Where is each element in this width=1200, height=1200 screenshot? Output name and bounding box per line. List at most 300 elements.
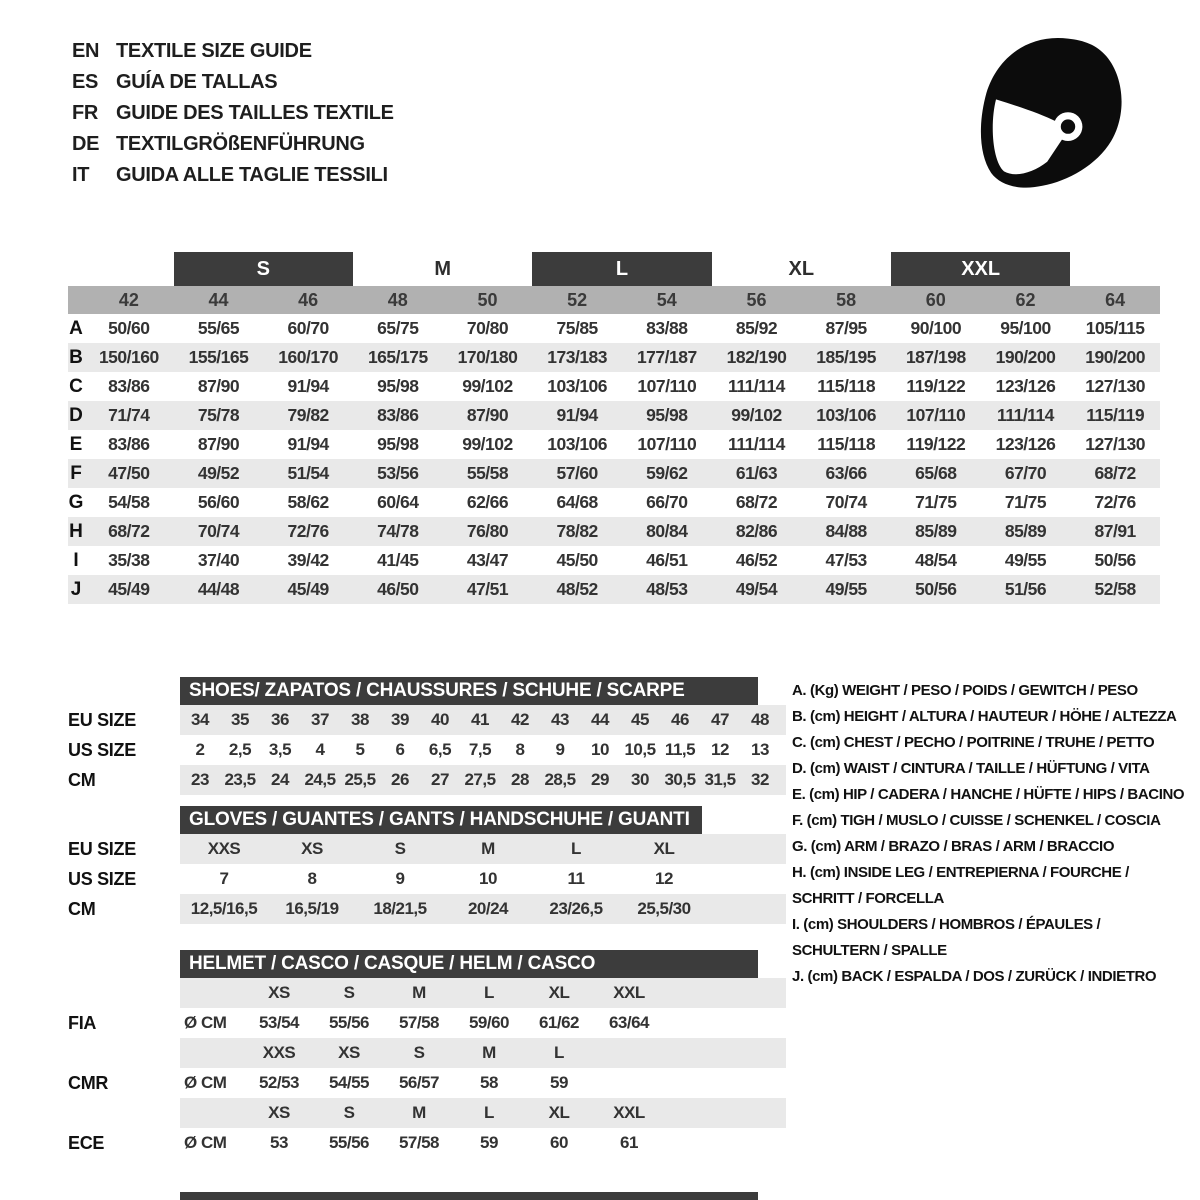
size-value: 45	[631, 710, 649, 729]
size-value: 29	[591, 770, 609, 789]
size-value: 49/55	[1004, 550, 1047, 570]
size-number-band	[68, 286, 1160, 314]
size-value: 115/118	[817, 376, 876, 396]
size-value: 42	[511, 710, 529, 729]
diameter-unit: Ø CM	[184, 1073, 227, 1092]
helmet-size-value: 56/57	[398, 1073, 440, 1092]
table-row	[68, 314, 1160, 343]
size-value: 85/89	[915, 521, 957, 541]
unit-spacer	[180, 978, 244, 1008]
size-number: 62	[1015, 289, 1036, 310]
language-guide-title: TEXTILGRÖßENFÜHRUNG	[116, 133, 365, 155]
size-value: 49/55	[825, 579, 867, 599]
racing-helmet-graphic	[972, 32, 1132, 194]
size-value: 48/52	[556, 579, 598, 599]
size-value: 103/106	[547, 376, 608, 396]
size-value: 83/86	[108, 434, 150, 454]
size-value: 10	[591, 740, 609, 759]
size-value: 68/72	[735, 492, 778, 512]
row-header: EU SIZE	[68, 709, 136, 730]
size-value: 25,5/30	[637, 899, 691, 918]
size-value: 23	[191, 770, 209, 789]
helmet-size-label: XS	[268, 1103, 290, 1122]
size-value: 56/60	[197, 492, 240, 512]
size-value: 185/195	[816, 347, 877, 367]
size-value: 82/86	[735, 521, 778, 541]
size-number: 48	[387, 289, 408, 310]
values-band	[180, 1068, 786, 1098]
size-value: 107/110	[637, 376, 697, 396]
row-label: F	[70, 462, 82, 484]
size-value: 51/54	[287, 463, 329, 483]
size-value: 74/78	[377, 521, 419, 541]
size-value: 4	[315, 740, 325, 759]
size-value: 5	[355, 740, 365, 759]
helmet-size-value: 63/64	[608, 1013, 650, 1032]
size-value: 190/200	[1085, 347, 1146, 367]
size-value: 10,5	[624, 740, 656, 759]
row-header: US SIZE	[68, 739, 136, 760]
size-value: 11,5	[664, 740, 696, 759]
legend-item: F. (cm) TIGH / MUSLO / CUISSE / SCHENKEL / COSCIA	[792, 812, 1161, 829]
size-value: 57/60	[556, 463, 598, 483]
language-guide-title: GUIDA ALLE TAGLIE TESSILI	[116, 164, 388, 186]
size-value: 2,5	[228, 740, 252, 759]
table-row	[68, 459, 1160, 488]
size-value: 115/118	[817, 434, 876, 454]
size-value: 38	[351, 710, 369, 729]
size-value: 65/68	[915, 463, 957, 483]
row-header-spacer	[68, 1038, 180, 1068]
size-value: 9	[555, 740, 565, 759]
gloves-row	[68, 894, 786, 924]
size-value: 40	[431, 710, 449, 729]
size-value: 30,5	[664, 770, 696, 789]
size-value: 83/88	[646, 318, 688, 338]
size-value: 45/49	[108, 579, 150, 599]
size-value: 35/38	[108, 550, 150, 570]
size-value: 12,5/16,5	[190, 899, 258, 918]
size-value: 60/70	[287, 318, 329, 338]
legend-item: B. (cm) HEIGHT / ALTURA / HAUTEUR / HÖHE / ALTEZZA	[792, 708, 1177, 725]
helmet-size-label: L	[484, 983, 494, 1002]
size-value: 72/76	[287, 521, 329, 541]
size-value: 9	[395, 869, 405, 888]
shoes-row	[68, 765, 786, 795]
size-value: 47	[711, 710, 729, 729]
size-value: 59/62	[646, 463, 688, 483]
size-value: 70/80	[466, 318, 509, 338]
helmet-size-value: 59	[550, 1073, 568, 1092]
legend-item: G. (cm) ARM / BRAZO / BRAS / ARM / BRACCIO	[792, 838, 1115, 855]
size-value: 83/86	[108, 376, 150, 396]
size-number: 50	[477, 289, 498, 310]
size-value: 65/75	[377, 318, 419, 338]
size-value: 16,5/19	[285, 899, 339, 918]
size-value: 79/82	[287, 405, 329, 425]
size-value: 47/51	[466, 579, 509, 599]
language-row	[72, 67, 394, 98]
shoes-row	[68, 735, 786, 765]
helmet-size-label: L	[484, 1103, 494, 1122]
size-value: 103/106	[547, 434, 608, 454]
language-code: EN	[72, 40, 100, 62]
size-label-s: S	[174, 252, 353, 286]
size-value: 43	[551, 710, 569, 729]
helmet-size-table	[68, 978, 786, 1158]
row-label: I	[73, 549, 79, 571]
size-value: 103/106	[816, 405, 877, 425]
size-value: 50/56	[915, 579, 957, 599]
measurement-rows	[68, 314, 1160, 604]
size-value: 26	[391, 770, 409, 789]
standard-label: CMR	[68, 1072, 109, 1093]
size-value: 70/74	[825, 492, 867, 512]
size-value: 51/56	[1004, 579, 1047, 599]
helmet-size-label: XS	[338, 1043, 360, 1062]
size-value: 127/130	[1085, 376, 1146, 396]
helmet-size-value: 52/53	[258, 1073, 300, 1092]
size-value: 7,5	[468, 740, 492, 759]
size-value: 39/42	[287, 550, 329, 570]
gloves-row	[68, 864, 786, 894]
size-value: 46/50	[377, 579, 419, 599]
values-band	[180, 1128, 786, 1158]
shoes-row	[68, 705, 786, 735]
legend-item: E. (cm) HIP / CADERA / HANCHE / HÜFTE / HIPS / BACINO	[792, 786, 1185, 803]
helmet-size-label: XXS	[262, 1043, 296, 1062]
size-value: 123/126	[995, 376, 1056, 396]
size-value: 83/86	[377, 405, 419, 425]
size-value: 23/26,5	[549, 899, 603, 918]
language-row	[72, 129, 394, 160]
table-row	[68, 343, 1160, 372]
size-value: 87/91	[1094, 521, 1136, 541]
size-value: 24,5	[304, 770, 336, 789]
helmet-size-header-row	[68, 1098, 786, 1128]
helmet-size-label: XS	[268, 983, 290, 1002]
size-value: 27	[431, 770, 449, 789]
size-value: 105/115	[1085, 318, 1145, 338]
size-value: 34	[191, 710, 209, 729]
size-value: 60/64	[377, 492, 419, 512]
table-row	[68, 575, 1160, 604]
diameter-unit: Ø CM	[184, 1133, 227, 1152]
helmet-size-value: 53/54	[258, 1013, 300, 1032]
size-value: 90/100	[910, 318, 962, 338]
size-value: 95/98	[646, 405, 688, 425]
size-value: 54/58	[108, 492, 150, 512]
legend-item: A. (Kg) WEIGHT / PESO / POIDS / GEWITCH / PESO	[792, 682, 1138, 699]
legend-item: H. (cm) INSIDE LEG / ENTREPIERNA / FOURCHE / SCHRITT / FORCELLA	[792, 864, 1129, 907]
partial-next-section-bar	[180, 1192, 758, 1200]
size-value: 11	[567, 869, 585, 888]
size-value: XXS	[207, 839, 241, 858]
size-value: 155/165	[188, 347, 249, 367]
helmet-size-value: 55/56	[328, 1013, 370, 1032]
helmet-size-label: S	[343, 1103, 355, 1122]
size-value: 37	[311, 710, 329, 729]
table-row	[68, 488, 1160, 517]
size-value: 160/170	[278, 347, 339, 367]
size-number: 56	[746, 289, 767, 310]
size-value: 8	[307, 869, 317, 888]
size-value: 6	[395, 740, 405, 759]
size-value: 39	[391, 710, 409, 729]
size-value: 71/75	[1004, 492, 1047, 512]
language-guide-title: GUÍA DE TALLAS	[116, 71, 278, 93]
size-value: 28,5	[544, 770, 576, 789]
helmet-size-label: M	[482, 1043, 496, 1062]
size-value: 78/82	[556, 521, 598, 541]
size-value: 85/92	[735, 318, 778, 338]
size-number: 54	[656, 289, 677, 310]
size-label-xxl: XXL	[891, 252, 1070, 286]
size-value: 18/21,5	[373, 899, 427, 918]
values-band	[180, 765, 786, 795]
language-code: FR	[72, 102, 99, 124]
size-value: 45/50	[556, 550, 598, 570]
size-value: 20/24	[467, 899, 509, 918]
size-number: 52	[567, 289, 588, 310]
row-label: C	[69, 375, 83, 397]
size-value: 2	[195, 740, 205, 759]
size-value: 61/63	[735, 463, 778, 483]
size-value: 45/49	[287, 579, 329, 599]
size-value: 12	[655, 869, 673, 888]
size-value: 30	[631, 770, 649, 789]
size-value: 67/70	[1004, 463, 1047, 483]
size-value: 46/51	[646, 550, 688, 570]
size-number: 64	[1105, 289, 1126, 310]
helmet-size-label: XL	[548, 983, 570, 1002]
size-value: 10	[479, 869, 497, 888]
size-value: 75/85	[556, 318, 598, 338]
size-number: 58	[836, 289, 857, 310]
helmet-size-value: 60	[550, 1133, 568, 1152]
size-value: 62/66	[466, 492, 509, 512]
size-value: 49/52	[197, 463, 240, 483]
helmet-size-value: 59/60	[468, 1013, 510, 1032]
size-value: 44	[591, 710, 609, 729]
table-row	[68, 546, 1160, 575]
size-value: 91/94	[556, 405, 598, 425]
size-value: 6,5	[428, 740, 452, 759]
size-value: 8	[515, 740, 525, 759]
helmet-size-label: XXL	[613, 983, 645, 1002]
legend-item: C. (cm) CHEST / PECHO / POITRINE / TRUHE / PETTO	[792, 734, 1155, 751]
size-value: 28	[511, 770, 529, 789]
size-value: 48/54	[915, 550, 957, 570]
row-header-spacer	[68, 978, 180, 1008]
values-band	[180, 894, 786, 924]
sizes-band	[180, 1038, 786, 1068]
row-label: A	[69, 317, 83, 339]
helmet-size-label: L	[554, 1043, 564, 1062]
standard-label: FIA	[68, 1012, 97, 1033]
size-value: 95/98	[377, 434, 419, 454]
size-value: 95/98	[377, 376, 419, 396]
size-value: 47/53	[825, 550, 867, 570]
helmet-size-label: XXL	[613, 1103, 645, 1122]
size-value: 44/48	[197, 579, 240, 599]
size-value: 111/114	[997, 405, 1054, 425]
helmet-standard-row	[68, 1128, 786, 1158]
size-value: 49/54	[735, 579, 778, 599]
helmet-size-value: 59	[480, 1133, 498, 1152]
size-value: 76/80	[466, 521, 509, 541]
gloves-row	[68, 834, 786, 864]
language-title-list	[72, 36, 394, 191]
helmet-size-value: 54/55	[328, 1073, 370, 1092]
shoes-size-table	[68, 705, 786, 795]
size-value: 177/187	[636, 347, 697, 367]
values-band	[180, 864, 786, 894]
size-value: 115/119	[1086, 405, 1145, 425]
row-header: US SIZE	[68, 868, 136, 889]
size-value: 123/126	[995, 434, 1056, 454]
language-guide-title: GUIDE DES TAILLES TEXTILE	[116, 102, 394, 124]
size-value: 87/90	[466, 405, 509, 425]
size-value: 87/90	[197, 376, 240, 396]
size-value: 27,5	[464, 770, 496, 789]
helmet-size-header-row	[68, 1038, 786, 1068]
helmet-size-value: 55/56	[328, 1133, 370, 1152]
sizes-band	[180, 978, 786, 1008]
helmet-size-value: 61/62	[538, 1013, 580, 1032]
size-value: 119/122	[906, 376, 966, 396]
size-value: 66/70	[646, 492, 688, 512]
size-label-m: M	[434, 257, 451, 280]
size-value: 87/95	[825, 318, 867, 338]
size-value: 48	[751, 710, 769, 729]
helmet-standard-row	[68, 1008, 786, 1038]
size-number: 42	[118, 289, 139, 310]
size-value: 41/45	[377, 550, 419, 570]
size-value: 52/58	[1094, 579, 1136, 599]
size-value: 165/175	[367, 347, 428, 367]
textile-size-table	[68, 252, 1160, 604]
size-value: 119/122	[906, 434, 966, 454]
size-value: 43/47	[466, 550, 509, 570]
helmet-size-header-row	[68, 978, 786, 1008]
size-value: 25,5	[344, 770, 376, 789]
size-value: 150/160	[98, 347, 159, 367]
size-value: 3,5	[268, 740, 292, 759]
size-value: 173/183	[547, 347, 608, 367]
size-value: 70/74	[197, 521, 240, 541]
size-value: 55/58	[466, 463, 509, 483]
racing-helmet-icon	[972, 32, 1132, 194]
helmet-size-value: 53	[270, 1133, 288, 1152]
size-value: 71/74	[108, 405, 150, 425]
size-value: 23,5	[224, 770, 256, 789]
size-value: 71/75	[915, 492, 957, 512]
size-value: 48/53	[646, 579, 688, 599]
legend-item: I. (cm) SHOULDERS / HOMBROS / ÉPAULES / SCHULTERN / SPALLE	[792, 916, 1101, 959]
size-value: 47/50	[108, 463, 150, 483]
size-number: 60	[925, 289, 946, 310]
helmet-size-value: 61	[620, 1133, 638, 1152]
legend-item: D. (cm) WAIST / CINTURA / TAILLE / HÜFTUNG / VITA	[792, 760, 1150, 777]
size-value: 36	[271, 710, 289, 729]
language-code: IT	[72, 164, 90, 186]
helmet-size-label: S	[343, 983, 355, 1002]
size-value: 187/198	[905, 347, 966, 367]
language-row	[72, 98, 394, 129]
size-value: 99/102	[462, 376, 513, 396]
language-row	[72, 36, 394, 67]
size-label-l: L	[532, 252, 711, 286]
size-value: 127/130	[1085, 434, 1146, 454]
size-value: 58/62	[287, 492, 329, 512]
row-label: E	[69, 433, 83, 455]
values-band	[180, 834, 786, 864]
size-value: XL	[653, 839, 675, 858]
gloves-size-table	[68, 834, 786, 924]
size-value: 111/114	[728, 434, 785, 454]
size-value: M	[481, 839, 495, 858]
row-label: B	[69, 346, 83, 368]
table-row	[68, 517, 1160, 546]
helmet-standard-row	[68, 1068, 786, 1098]
size-value: 32	[751, 770, 769, 789]
size-value: 64/68	[556, 492, 598, 512]
size-value: 31,5	[704, 770, 736, 789]
size-number: 46	[298, 289, 319, 310]
standard-label: ECE	[68, 1132, 105, 1153]
row-label: H	[69, 520, 83, 542]
size-value: 53/56	[377, 463, 419, 483]
size-value: 84/88	[825, 521, 867, 541]
helmet-section-title-bar: HELMET / CASCO / CASQUE / HELM / CASCO	[180, 950, 758, 978]
size-value: XS	[301, 839, 323, 858]
size-value: 50/60	[108, 318, 150, 338]
size-value: 50/56	[1094, 550, 1136, 570]
shoes-section-title-bar: SHOES/ ZAPATOS / CHAUSSURES / SCHUHE / SCARPE	[180, 677, 758, 705]
size-value: 91/94	[287, 434, 329, 454]
size-value: 41	[471, 710, 489, 729]
size-value: 99/102	[462, 434, 513, 454]
size-letter-header-row	[68, 252, 1160, 286]
row-header-spacer	[68, 1098, 180, 1128]
size-value: 24	[271, 770, 289, 789]
helmet-size-label: M	[412, 983, 426, 1002]
values-band	[180, 735, 786, 765]
row-header: CM	[68, 898, 96, 919]
size-value: 107/110	[637, 434, 697, 454]
size-value: 68/72	[108, 521, 150, 541]
unit-spacer	[180, 1038, 244, 1068]
size-value: 55/65	[197, 318, 240, 338]
legend-item: J. (cm) BACK / ESPALDA / DOS / ZURÜCK / INDIETRO	[792, 968, 1157, 985]
size-value: 75/78	[197, 405, 240, 425]
size-number: 44	[208, 289, 229, 310]
helmet-size-value: 57/58	[398, 1133, 440, 1152]
language-row	[72, 160, 394, 191]
helmet-size-value: 57/58	[398, 1013, 440, 1032]
table-row	[68, 430, 1160, 459]
size-value: 35	[231, 710, 249, 729]
size-value: 46	[671, 710, 689, 729]
row-header: CM	[68, 769, 96, 790]
measurement-legend	[792, 678, 1188, 990]
size-value: 68/72	[1094, 463, 1136, 483]
helmet-size-value: 58	[480, 1073, 498, 1092]
size-value: 190/200	[995, 347, 1056, 367]
language-code: ES	[72, 71, 99, 93]
size-value: 182/190	[726, 347, 787, 367]
